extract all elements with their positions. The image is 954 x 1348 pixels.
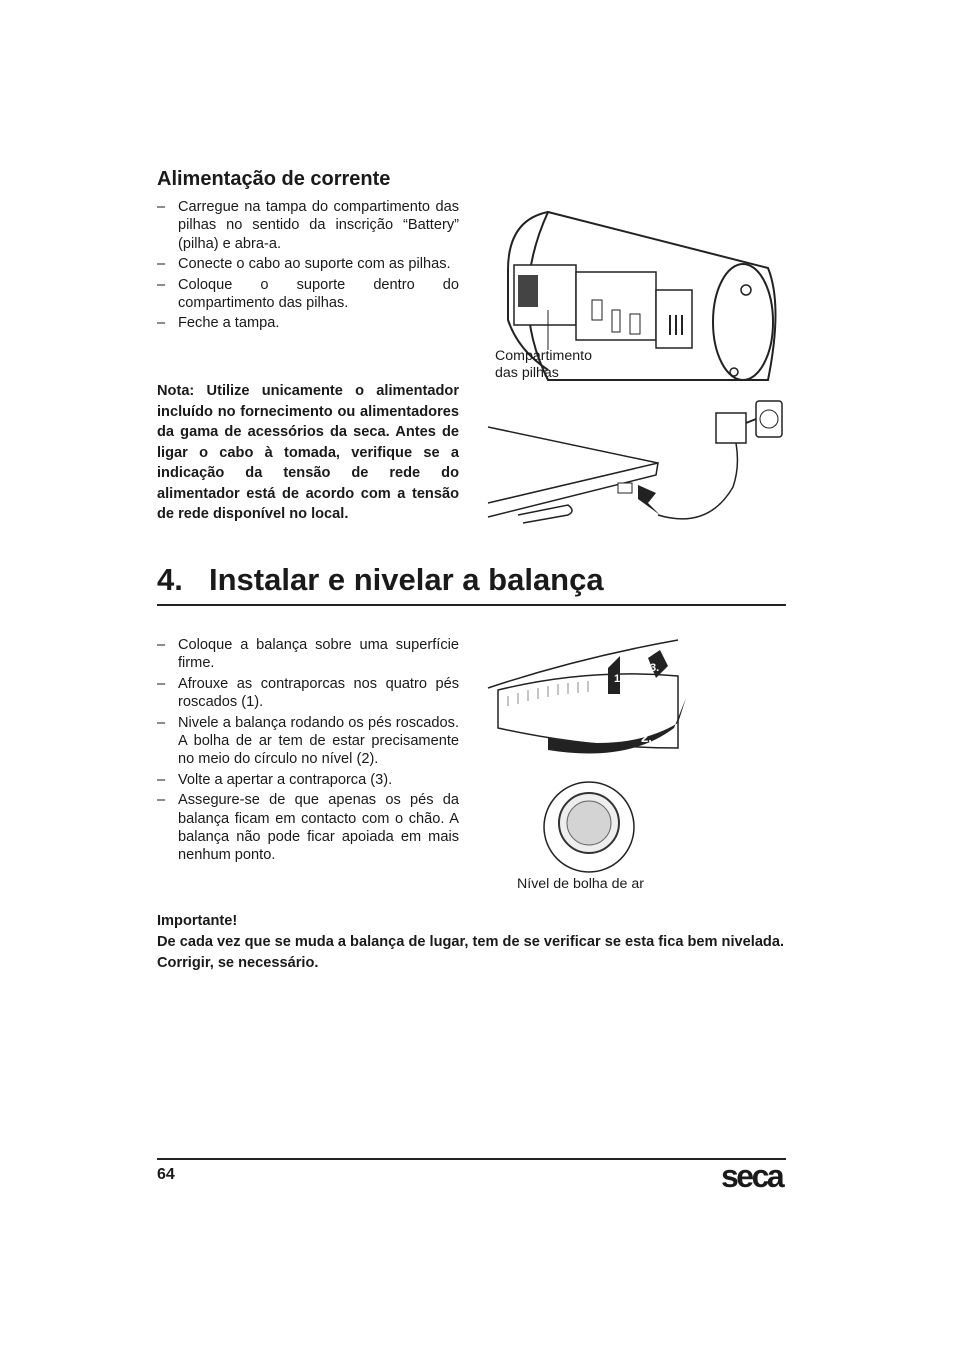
footer-rule (157, 1158, 786, 1160)
step-label-1: 1. (614, 673, 624, 685)
list-item: – Coloque a balança sobre uma superfície firme. (157, 636, 459, 673)
power-supply-steps (157, 198, 459, 335)
power-adapter-illustration (488, 395, 788, 535)
important-notice (157, 911, 797, 974)
list-item: – Conecte o cabo ao suporte com as pilhas. (157, 255, 459, 273)
list-item: – Nivele a balança rodando os pés roscados. A bolha de ar tem de estar precisamente no meio do círculo no nível (2). (157, 714, 459, 769)
foot-adjustment-illustration (488, 638, 688, 768)
list-item: – Feche a tampa. (157, 314, 459, 332)
step-label-2: 2. (641, 730, 652, 745)
list-item: – Assegure-se de que apenas os pés da balança ficam em contacto com o chão. A balança não pode ficar apoiada em mais nenhum ponto. (157, 791, 459, 865)
list-item: – Coloque o suporte dentro do compartimento das pilhas. (157, 276, 459, 313)
step-label-3: 3. (650, 662, 660, 674)
bubble-level-icon (542, 780, 636, 874)
power-supply-note: Nota: Utilize unicamente o alimentador incluído no fornecimento ou alimentadores da gama de acessórios da seca. Antes de ligar o cabo à tomada, verifique se a indicação da tensão de rede do alimentador está de acordo com a tensão de rede disponível no local. (157, 383, 459, 522)
list-item: – Volte a apertar a contraporca (3). (157, 771, 459, 789)
section-title: Instalar e nivelar a balança (209, 562, 604, 597)
leveling-steps (157, 636, 459, 867)
section-rule (157, 604, 786, 606)
section-number: 4. (157, 562, 183, 597)
section-heading (157, 562, 604, 598)
important-text: De cada vez que se muda a balança de lugar, tem de se verificar se esta fica bem nivelada. Corrigir, se necessário. (157, 934, 785, 971)
important-title: Importante! (157, 913, 238, 929)
list-item: – Carregue na tampa do compartimento das pilhas no sentido da inscrição “Battery” (pilha) e abra-a. (157, 198, 459, 253)
power-supply-heading: Alimentação de corrente (157, 168, 391, 190)
list-item: – Afrouxe as contraporcas nos quatro pés roscados (1). (157, 675, 459, 712)
bubble-level-caption: Nível de bolha de ar (517, 876, 644, 892)
battery-compartment-caption: Compartimento das pilhas (495, 348, 592, 381)
page-number: 64 (157, 1166, 175, 1183)
seca-logo: seca (721, 1158, 783, 1194)
